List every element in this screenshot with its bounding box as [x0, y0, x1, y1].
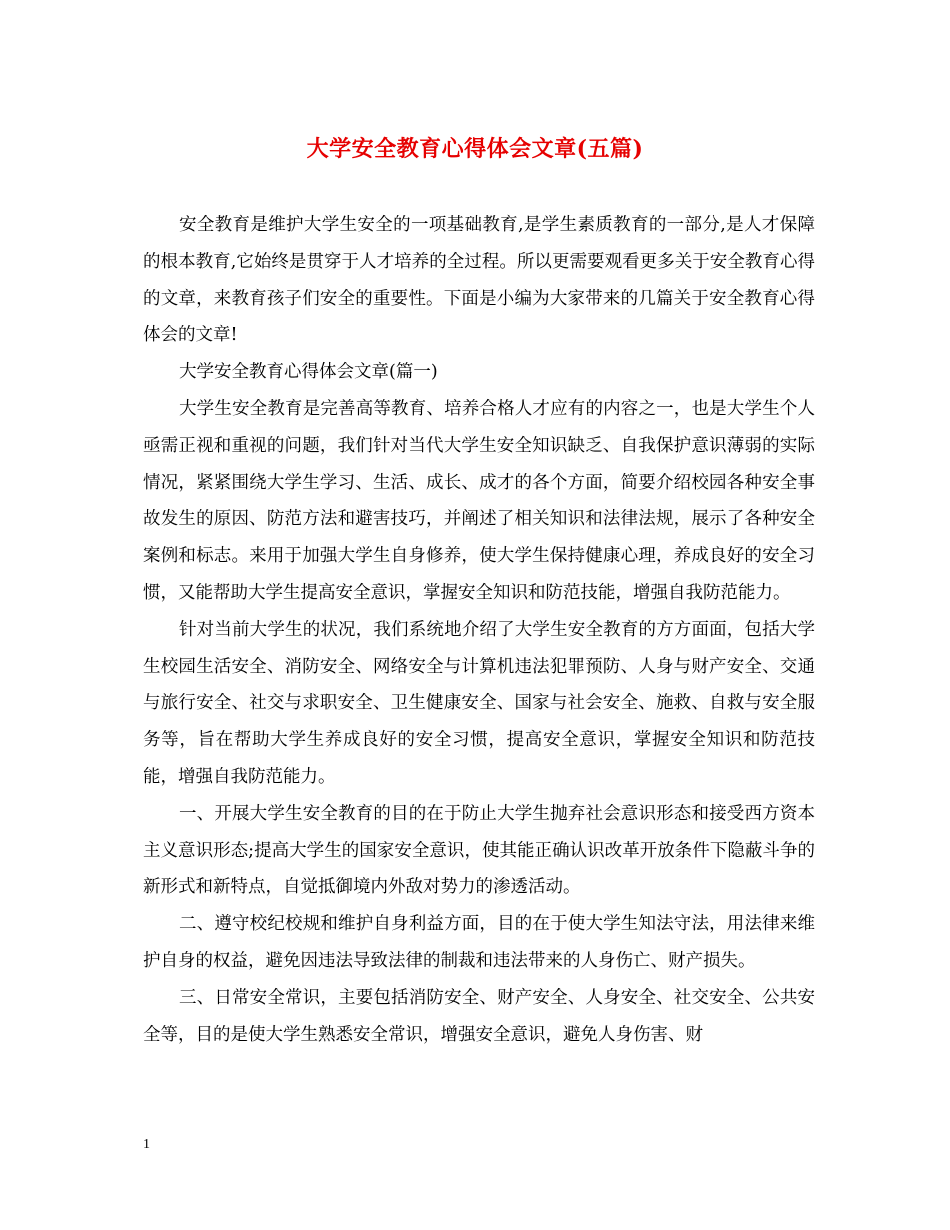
body-paragraph: 大学生安全教育是完善高等教育、培养合格人才应有的内容之一，也是大学生个人亟需正视和重视的问题，我们针对当代大学生安全知识缺乏、自我保护意识薄弱的实际情况，紧紧围绕大学生学习、生活、成长、成才的各个方面，简要介绍校园各种安全事故发生的原因、防范方法和避害技巧，并阐述了相关知识和法律法规，展示了各种安全案例和标志。来用于加强大学生自身修养，使大学生保持健康心理，养成良好的安全习惯，又能帮助大学生提高安全意识，掌握安全知识和防范技能，增强自我防范能力。 — [143, 398, 815, 603]
intro-paragraph: 安全教育是维护大学生安全的一项基础教育,是学生素质教育的一部分,是人才保障的根本教育,它始终是贯穿于人才培养的全过程。所以更需要观看更多关于安全教育心得的文章，来教育孩子们安全的重要性。下面是小编为大家带来的几篇关于安全教育心得体会的文章! — [143, 215, 815, 346]
document-body — [143, 207, 815, 1053]
page-number: 1 — [143, 1137, 150, 1152]
section-heading: 大学安全教育心得体会文章(篇一) — [179, 362, 438, 383]
body-paragraph: 针对当前大学生的状况，我们系统地介绍了大学生安全教育的方方面面，包括大学生校园生活安全、消防安全、网络安全与计算机违法犯罪预防、人身与财产安全、交通与旅行安全、社交与求职安全、卫生健康安全、国家与社会安全、施救、自救与安全服务等，旨在帮助大学生养成良好的安全习惯，提高安全意识，掌握安全知识和防范技能，增强自我防范能力。 — [143, 619, 815, 787]
document-title: 大学安全教育心得体会文章(五篇) — [306, 136, 644, 162]
body-paragraph: 三、日常安全常识，主要包括消防安全、财产安全、人身安全、社交安全、公共安全等，目的是使大学生熟悉安全常识，增强安全意识，避免人身伤害、财 — [143, 987, 815, 1045]
body-paragraph: 一、开展大学生安全教育的目的在于防止大学生抛弃社会意识形态和接受西方资本主义意识形态;提高大学生的国家安全意识，使其能正确认识改革开放条件下隐蔽斗争的新形式和新特点，自觉抵御境内外敌对势力的渗透活动。 — [143, 803, 815, 898]
body-paragraph: 二、遵守校纪校规和维护自身利益方面，目的在于使大学生知法守法，用法律来维护自身的权益，避免因违法导致法律的制裁和违法带来的人身伤亡、财产损失。 — [143, 914, 815, 971]
